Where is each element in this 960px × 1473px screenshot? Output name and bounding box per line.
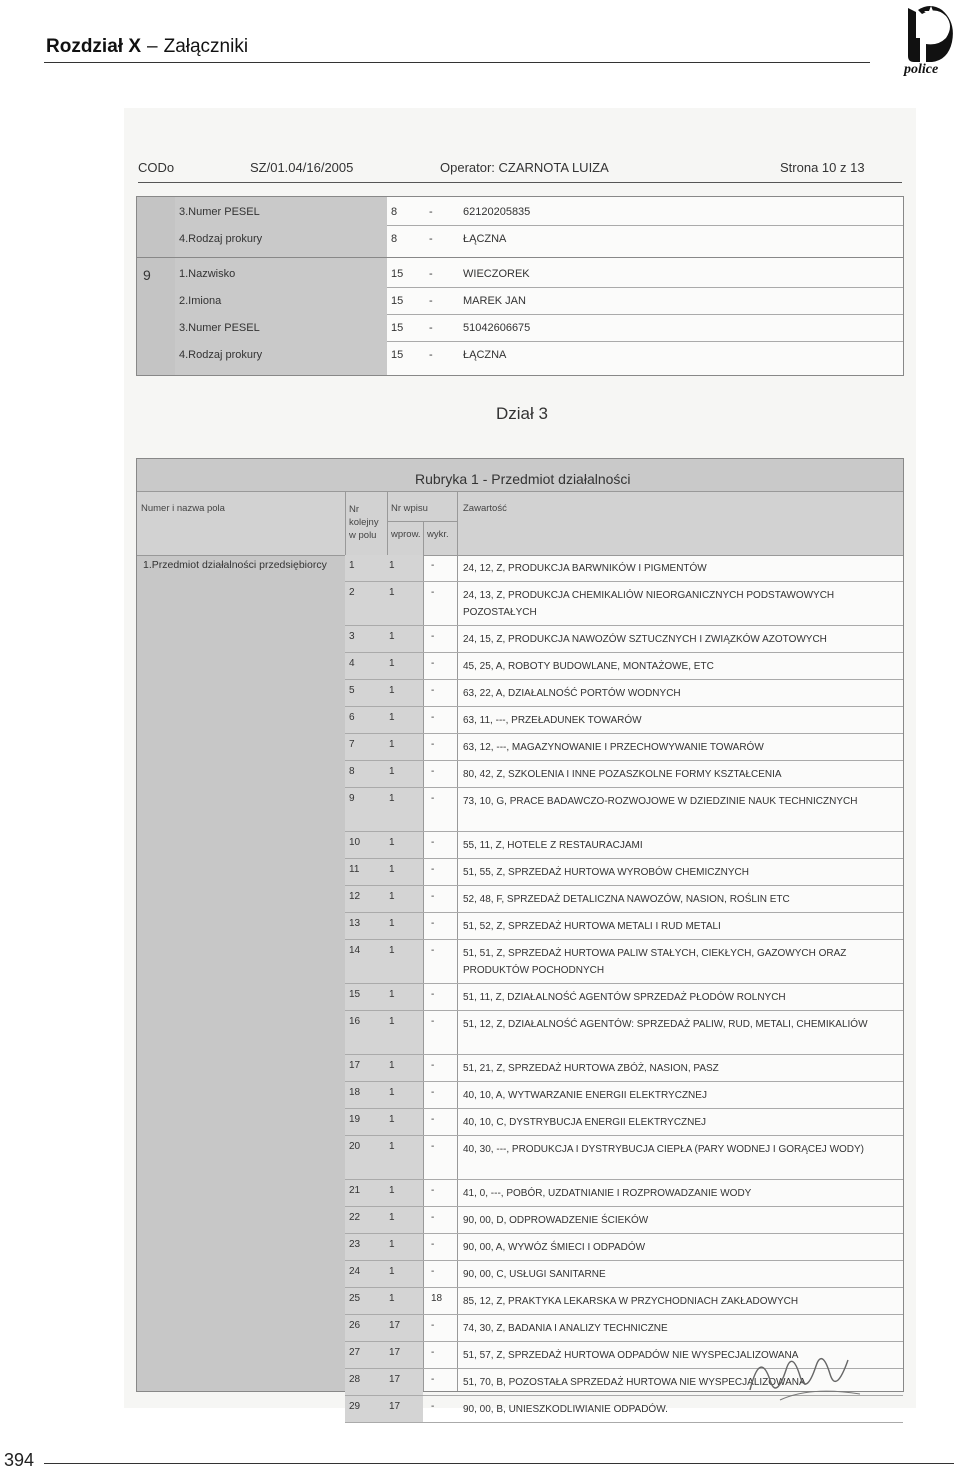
row-wprow: 1 (389, 864, 395, 875)
row-content: 51, 11, Z, DZIAŁALNOŚĆ AGENTÓW SPRZEDAŻ PŁODÓW ROLNYCH (463, 992, 786, 1003)
header-nr: Nr kolejny w polu (349, 504, 379, 541)
row-wprow: 1 (389, 1239, 395, 1250)
row-content: 63, 22, A, DZIAŁALNOŚĆ PORTÓW WODNYCH (463, 688, 681, 699)
row-number: 21 (349, 1185, 361, 1196)
row-number: 18 (349, 1087, 361, 1098)
row-wykr: - (431, 918, 435, 929)
row-wprow: 1 (389, 766, 395, 777)
table-row (345, 913, 903, 940)
row-content: 51, 51, Z, SPRZEDAŻ HURTOWA PALIW STAŁYCH, CIEKŁYCH, GAZOWYCH ORAZ PRODUKTÓW POCHODNYCH (463, 948, 847, 976)
row-wykr: - (431, 1239, 435, 1250)
table-row (345, 1109, 903, 1136)
table-row (345, 1234, 903, 1261)
row-content: 51, 12, Z, DZIAŁALNOŚĆ AGENTÓW: SPRZEDAŻ PALIW, RUD, METALI, CHEMIKALIÓW (463, 1019, 868, 1030)
person-row: 3.Numer PESEL 15 - 51042606675 (137, 315, 903, 342)
row-number: 24 (349, 1266, 361, 1277)
row-wprow: 1 (389, 658, 395, 669)
row-content: 90, 00, D, ODPROWADZENIE ŚCIEKÓW (463, 1215, 649, 1226)
table-row (345, 788, 903, 832)
row-wprow: 1 (389, 945, 395, 956)
row-number: 16 (349, 1016, 361, 1027)
row-number: 15 (349, 989, 361, 1000)
topline-rule (138, 182, 902, 183)
page-number: 394 (4, 1450, 35, 1470)
header-wykr: wykr. (427, 529, 449, 540)
table-row (345, 626, 903, 653)
handwritten-signature (740, 1330, 870, 1410)
row-number: 11 (349, 864, 360, 875)
row-wprow: 1 (389, 631, 395, 642)
row-content: 40, 10, A, WYTWARZANIE ENERGII ELEKTRYCZNEJ (463, 1090, 707, 1101)
header-wprow: wprow. (391, 529, 421, 540)
table-row (345, 1207, 903, 1234)
row-number: 9 (349, 793, 355, 804)
table-row (345, 761, 903, 788)
document-ref: SZ/01.04/16/2005 (250, 160, 354, 175)
person-block (136, 196, 904, 376)
row-wykr: - (431, 685, 435, 696)
row-wykr: - (431, 864, 435, 875)
row-content: 24, 12, Z, PRODUKCJA BARWNIKÓW I PIGMENTÓW (463, 563, 707, 574)
row-wprow: 1 (389, 1114, 395, 1125)
row-wprow: 1 (389, 685, 395, 696)
table-row (345, 984, 903, 1011)
page-indicator: Strona 10 z 13 (780, 160, 865, 175)
row-wykr: - (431, 1347, 435, 1358)
row-number: 19 (349, 1114, 361, 1125)
row-wprow: 1 (389, 1060, 395, 1071)
row-content: 51, 21, Z, SPRZEDAŻ HURTOWA ZBÓŻ, NASION, PASZ (463, 1063, 719, 1074)
section-heading: Dział 3 (496, 404, 548, 423)
activity-table (136, 458, 904, 1415)
table-row (345, 734, 903, 761)
row-number: 27 (349, 1347, 361, 1358)
row-wykr: - (431, 712, 435, 723)
row-content: 41, 0, ---, POBÓR, UZDATNIANIE I ROZPROWADZANIE WODY (463, 1188, 752, 1199)
row-wykr: - (431, 587, 435, 598)
header-zawartosc: Zawartość (463, 503, 507, 514)
row-content: 40, 30, ---, PRODUKCJA I DYSTRYBUCJA CIEPŁA (PARY WODNEJ I GORĄCEJ WODY) (463, 1144, 865, 1155)
row-wykr: - (431, 989, 435, 1000)
row-wykr: - (431, 560, 435, 571)
row-wprow: 1 (389, 891, 395, 902)
table-row (345, 1055, 903, 1082)
row-content: 55, 11, Z, HOTELE Z RESTAURACJAMI (463, 840, 643, 851)
row-wprow: 1 (389, 1087, 395, 1098)
row-wykr: - (431, 658, 435, 669)
table-row (345, 555, 903, 582)
row-content: 85, 12, Z, PRAKTYKA LEKARSKA W PRZYCHODNIACH ZAKŁADOWYCH (463, 1296, 799, 1307)
row-wykr: - (431, 1374, 435, 1385)
row-wprow: 1 (389, 1141, 395, 1152)
person-row: 4.Rodzaj prokury 15 - ŁĄCZNA (179, 349, 507, 361)
table-row (345, 1261, 903, 1288)
row-wprow: 1 (389, 918, 395, 929)
row-number: 7 (349, 739, 355, 750)
row-number: 20 (349, 1141, 361, 1152)
row-content: 51, 55, Z, SPRZEDAŻ HURTOWA WYROBÓW CHEMICZNYCH (463, 867, 749, 878)
row-wykr: - (431, 837, 435, 848)
table-title: Rubryka 1 - Przedmiot działalności (415, 471, 631, 487)
row-content: 45, 25, A, ROBOTY BUDOWLANE, MONTAŻOWE, ETC (463, 661, 714, 672)
row-wykr: - (431, 945, 435, 956)
table-row (345, 859, 903, 886)
row-number: 10 (349, 837, 361, 848)
table-row (345, 707, 903, 734)
row-number: 29 (349, 1401, 361, 1412)
row-wykr: - (431, 631, 435, 642)
row-content: 74, 30, Z, BADANIA I ANALIZY TECHNICZNE (463, 1323, 668, 1334)
person-row: 4.Rodzaj prokury 8 - ŁĄCZNA (179, 233, 507, 245)
row-number: 14 (349, 945, 361, 956)
row-wprow: 1 (389, 560, 395, 571)
row-number: 8 (349, 766, 355, 777)
row-number: 17 (349, 1060, 361, 1071)
row-wykr: - (431, 1320, 435, 1331)
row-content: 52, 48, F, SPRZEDAŻ DETALICZNA NAWOZÓW, NASION, ROŚLIN ETC (463, 894, 790, 905)
row-number: 6 (349, 712, 355, 723)
person-row: 1.Nazwisko 15 - WIECZOREK (137, 261, 903, 288)
table-row (345, 1011, 903, 1055)
row-number: 25 (349, 1293, 361, 1304)
row-wprow: 1 (389, 1185, 395, 1196)
row-wykr: - (431, 766, 435, 777)
row-wykr: 18 (431, 1293, 443, 1304)
header-rule (44, 62, 870, 63)
row-wprow: 17 (389, 1320, 401, 1331)
table-row (345, 886, 903, 913)
row-number: 3 (349, 631, 355, 642)
row-wprow: 17 (389, 1347, 401, 1358)
table-row (345, 1082, 903, 1109)
row-wykr: - (431, 1087, 435, 1098)
row-number: 28 (349, 1374, 361, 1385)
row-wykr: - (431, 1401, 435, 1412)
table-row (345, 940, 903, 984)
table-row (345, 1136, 903, 1180)
row-wykr: - (431, 1185, 435, 1196)
table-row (345, 832, 903, 859)
row-wykr: - (431, 739, 435, 750)
row-number: 26 (349, 1320, 361, 1331)
row-content: 63, 12, ---, MAGAZYNOWANIE I PRZECHOWYWANIE TOWARÓW (463, 742, 764, 753)
row-content: 24, 13, Z, PRODUKCJA CHEMIKALIÓW NIEORGANICZNYCH PODSTAWOWYCH POZOSTAŁYCH (463, 590, 835, 618)
footer-rule (44, 1463, 954, 1464)
row-wprow: 1 (389, 793, 395, 804)
row-wprow: 17 (389, 1374, 401, 1385)
person-row: 2.Imiona 15 - MAREK JAN (137, 288, 903, 315)
table-row (345, 1288, 903, 1315)
row-wprow: 1 (389, 989, 395, 1000)
table-row (345, 1180, 903, 1207)
row-wykr: - (431, 1212, 435, 1223)
row-content: 40, 10, C, DYSTRYBUCJA ENERGII ELEKTRYCZNEJ (463, 1117, 707, 1128)
row-wykr: - (431, 1060, 435, 1071)
row-content: 51, 52, Z, SPRZEDAŻ HURTOWA METALI I RUD METALI (463, 921, 721, 932)
row-wprow: 1 (389, 1212, 395, 1223)
header-field-name: Numer i nazwa pola (141, 503, 225, 514)
row-number: 22 (349, 1212, 361, 1223)
chapter-title (46, 36, 248, 58)
row-wprow: 1 (389, 1293, 395, 1304)
row-wykr: - (431, 1141, 435, 1152)
chapter-subtitle: Załączniki (163, 36, 249, 57)
logo-text: police (904, 62, 939, 77)
row-content: 80, 42, Z, SZKOLENIA I INNE POZASZKOLNE FORMY KSZTAŁCENIA (463, 769, 782, 780)
table-row (345, 680, 903, 707)
row-content: 51, 57, Z, SPRZEDAŻ HURTOWA ODPADÓW NIE WYSPECJALIZOWANA (463, 1350, 799, 1361)
row-number: 12 (349, 891, 361, 902)
row-number: 1 (349, 560, 355, 571)
row-number: 13 (349, 918, 361, 929)
row-wykr: - (431, 1016, 435, 1027)
title-dash: – (147, 36, 158, 57)
row-wykr: - (431, 793, 435, 804)
row-wprow: 1 (389, 739, 395, 750)
row-content: 90, 00, B, UNIESZKODLIWIANIE ODPADÓW. (463, 1404, 668, 1415)
person-number: 9 (143, 267, 151, 283)
chapter-name: Rozdział X (46, 36, 142, 57)
row-content: 63, 11, ---, PRZEŁADUNEK TOWARÓW (463, 715, 642, 726)
header-wpis: Nr wpisu (391, 503, 428, 514)
row-content: 73, 10, G, PRACE BADAWCZO-ROZWOJOWE W DZIEDZINIE NAUK TECHNICZNYCH (463, 796, 858, 807)
row-wprow: 1 (389, 837, 395, 848)
row-wprow: 17 (389, 1401, 401, 1412)
row-wprow: 1 (389, 712, 395, 723)
row-wykr: - (431, 1114, 435, 1125)
field-label: 1.Przedmiot działalności przedsiębiorcy (143, 559, 327, 571)
row-content: 90, 00, A, WYWÓZ ŚMIECI I ODPADÓW (463, 1242, 646, 1253)
row-content: 24, 15, Z, PRODUKCJA NAWOZÓW SZTUCZNYCH I ZWIĄZKÓW AZOTOWYCH (463, 634, 827, 645)
row-number: 4 (349, 658, 355, 669)
row-number: 2 (349, 587, 355, 598)
row-number: 23 (349, 1239, 361, 1250)
system-name: CODo (138, 160, 175, 175)
row-number: 5 (349, 685, 355, 696)
row-wykr: - (431, 1266, 435, 1277)
table-row (345, 582, 903, 626)
row-wprow: 1 (389, 587, 395, 598)
operator-name: Operator: CZARNOTA LUIZA (440, 160, 609, 175)
row-wykr: - (431, 891, 435, 902)
table-row (345, 653, 903, 680)
row-content: 90, 00, C, USŁUGI SANITARNE (463, 1269, 606, 1280)
person-row: 3.Numer PESEL 8 - 62120205835 (137, 199, 903, 226)
row-content: 51, 70, B, POZOSTAŁA SPRZEDAŻ HURTOWA NIE WYSPECJALIZOWANA (463, 1377, 806, 1388)
row-wprow: 1 (389, 1266, 395, 1277)
row-wprow: 1 (389, 1016, 395, 1027)
